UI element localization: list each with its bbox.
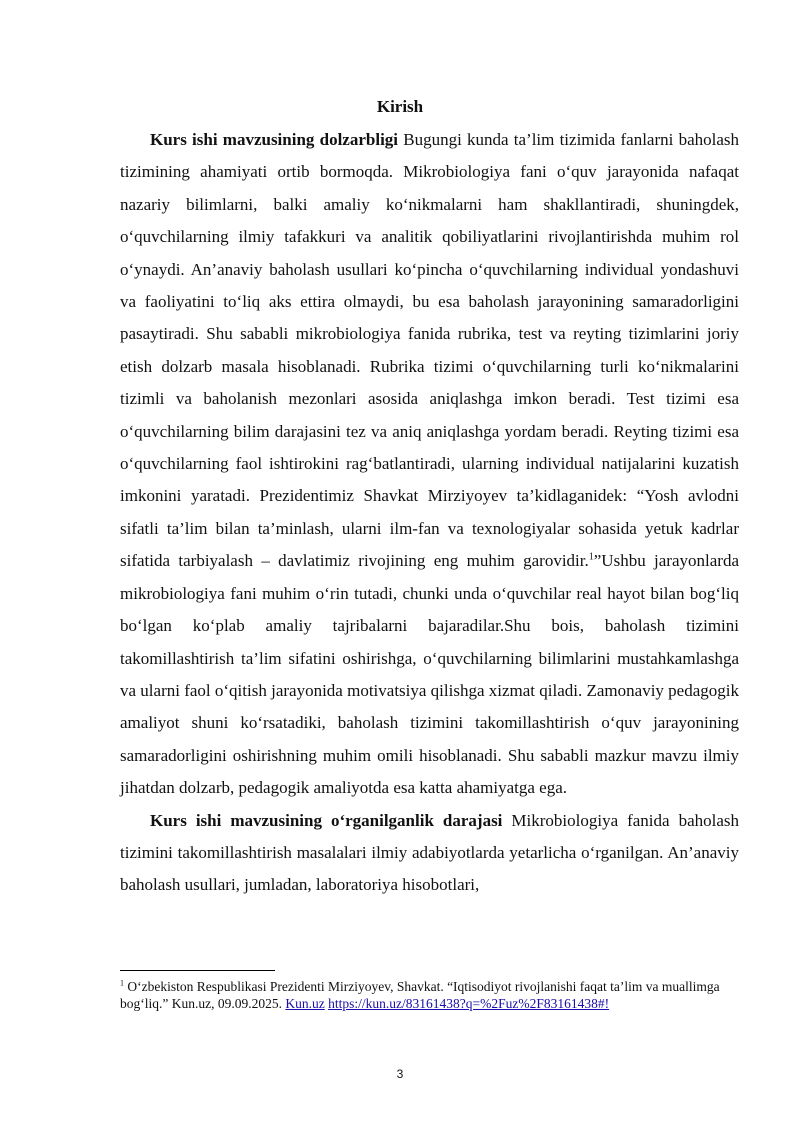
section-heading: Kirish: [376, 97, 424, 116]
footnote-reference[interactable]: 1: [588, 551, 594, 563]
paragraph-relevance: [120, 124, 739, 805]
paragraph-text: ”Ushbu jarayonlarda mikrobiologiya fani muhim o‘rin tutadi, chunki unda o‘quvchilar real hayot bilan bog‘liq bo‘lgan ko‘plab amaliy tajribalarni bajaradilar.Shu bois, baholash tizimini takomillashtirish ta’lim sifatini oshirishga, o‘quvchilarning bilimlarini mustahkamlashga va ularni faol o‘qitish jarayonida motivatsiya qilishga xizmat qiladi. Zamonaviy pedagogik amaliyot shuni ko‘rsatadiki, baholash tizimini takomillashtirish o‘quv jarayonining samaradorligini oshirishning muhim omili hisoblanadi. Shu sababli mazkur mavzu ilmiy jihatdan dolzarb, pedagogik amaliyotda esa katta ahamiyatga ega.: [120, 551, 739, 798]
footnote-text: O‘zbekiston Respublikasi Prezidenti Mirziyoyev, Shavkat. “Iqtisodiyot rivojlanishi faqat ta’lim va muallimga bog‘liq.” Kun.uz, 09.09.2025.: [120, 979, 720, 1011]
page-number: 3: [396, 1067, 404, 1081]
paragraph-study-level: [120, 805, 739, 902]
paragraph-text: Mikrobiologiya fanida baholash tizimini takomillashtirish masalalari ilmiy adabiyotlarda yetarlicha o‘rganilgan. An’anaviy baholash usullari, jumladan, laboratoriya hisobotlari,: [120, 810, 739, 895]
paragraph-lead: Kurs ishi mavzusining dolzarbligi: [150, 130, 399, 149]
footnote-marker: 1: [120, 978, 124, 988]
footnote: [120, 978, 720, 1012]
footnote-link-kunuz[interactable]: Kun.uz: [285, 996, 325, 1011]
footnote-separator: [120, 970, 275, 971]
paragraph-text: Bugungi kunda ta’lim tizimida fanlarni baholash tizimining ahamiyati ortib bormoqda. Mikrobiologiya fani o‘quv jarayonida nafaqat nazariy bilimlarni, balki amaliy ko‘nikmalarni ham shakllantiradi, shuningdek, o‘quvchilarning ilmiy tafakkuri va analitik qobiliyatlarini rivojlantirishda muhim rol o‘ynaydi. An’anaviy baholash usullari ko‘pincha o‘quvchilarning individual yondashuvi va faoliyatini to‘liq aks ettira olmaydi, bu esa baholash jarayonining samaradorligini pasaytiradi. Shu sababli mikrobiologiya fanida rubrika, test va reyting tizimlarini joriy etish dolzarb masala hisoblanadi. Rubrika tizimi o‘quvchilarning turli ko‘nikmalarini tizimli va baholanish mezonlari asosida aniqlashga imkon beradi. Test tizimi esa o‘quvchilarning bilim darajasini tez va aniq aniqlashga yordam beradi. Reyting tizimi esa o‘quvchilarning faol ishtirokini rag‘batlantiradi, ularning individual natijalarini kuzatish imkonini yaratadi. Prezidentimiz Shavkat Mirziyoyev ta’kidlaganidek: “Yosh avlodni sifatli ta’lim bilan ta’minlash, ularni ilm-fan va texnologiyalar sohasida yetuk kadrlar sifatida tarbiyalash – davlatimiz rivojining eng muhim garovidir.: [120, 130, 740, 571]
paragraph-lead: Kurs ishi mavzusining o‘rganilganlik darajasi: [150, 810, 503, 830]
body-text: [120, 124, 739, 902]
footnote-link-url[interactable]: https://kun.uz/83161438?q=%2Fuz%2F83161438#!: [328, 996, 610, 1011]
